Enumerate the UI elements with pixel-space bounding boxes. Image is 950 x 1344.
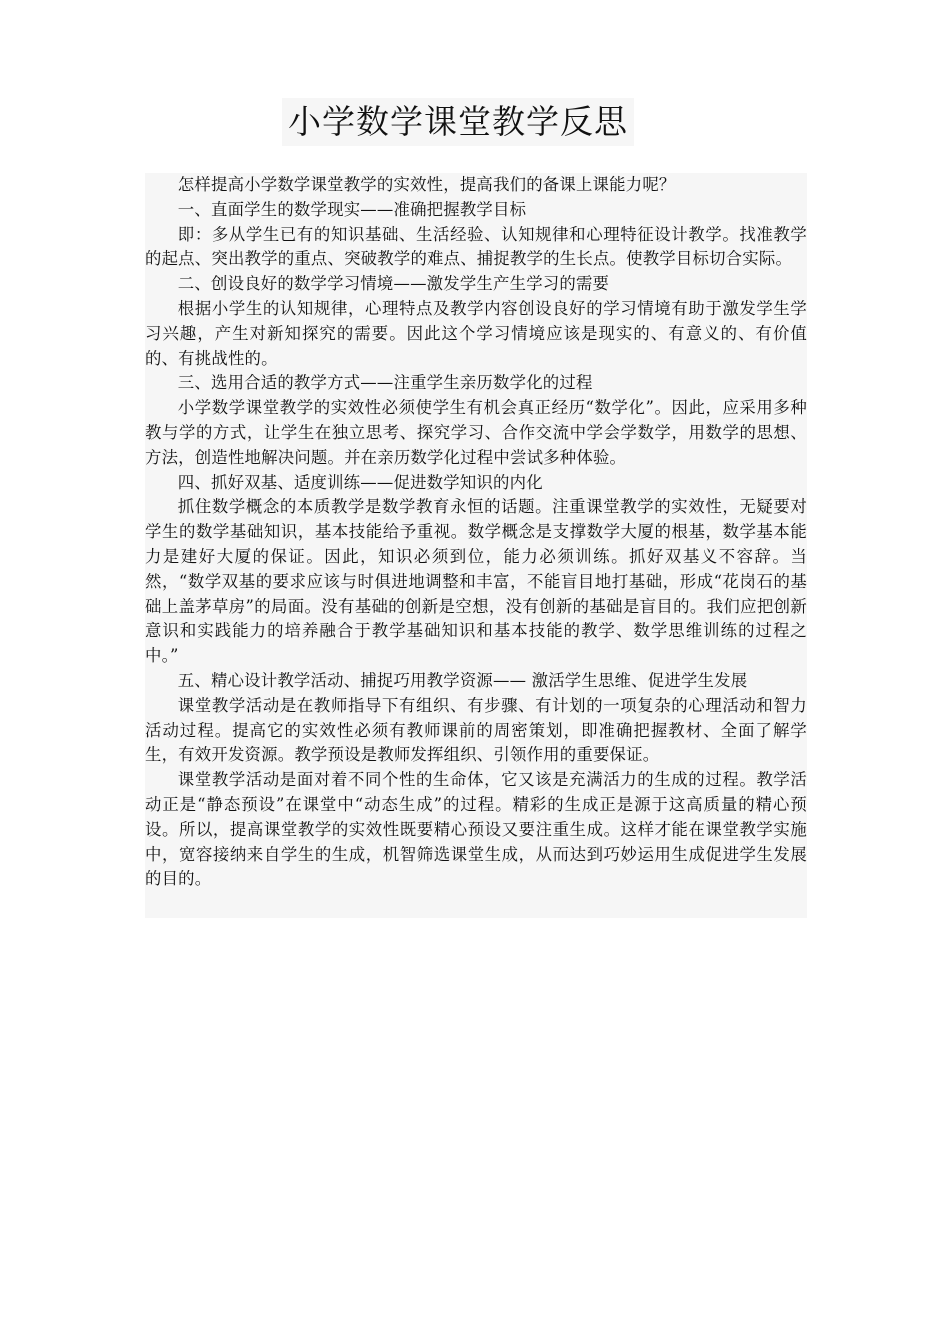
section-body-4: 抓住数学概念的本质教学是数学教育永恒的话题。注重课堂教学的实效性，无疑要对学生的数学基础知识，基本技能给予重视。数学概念是支撑数学大厦的根基，数学基本能力是建好大厦的保证。因此，知识必须到位，能力必须训练。抓好双基义不容辞。当然，“数学双基的要求应该与时俱进地调整和丰富，不能盲目地打基础，形成“花岗石的基础上盖茅草房”的局面。没有基础的创新是空想，没有创新的基础是盲目的。我们应把创新意识和实践能力的培养融合于教学基础知识和基本技能的教学、数学思维训练的过程之中。” (145, 497, 807, 666)
section-heading-2: 二、创设良好的数学学习情境——激发学生产生学习的需要 (177, 274, 610, 294)
section-body-3: 小学数学课堂教学的实效性必须使学生有机会真正经历“数学化”。因此，应采用多种教与学的方式，让学生在独立思考、探究学习、合作交流中学会学数学，用数学的思想、方法，创造性地解决问题。并在亲历数学化过程中尝试多种体验。 (145, 398, 807, 467)
section-body-1: 即：多从学生已有的知识基础、生活经验、认知规律和心理特征设计教学。找准教学的起点、突出教学的重点、突破教学的难点、捕捉教学的生长点。使教学目标切合实际。 (145, 224, 807, 269)
section-heading-3: 三、选用合适的教学方式——注重学生亲历数学化的过程 (177, 373, 593, 393)
section-heading-4: 四、抓好双基、适度训练——促进数学知识的内化 (177, 472, 543, 492)
section-body-5a: 课堂教学活动是在教师指导下有组织、有步骤、有计划的一项复杂的心理活动和智力活动过程。提高它的实效性必须有教师课前的周密策划，即准确把握教材、全面了解学生，有效开发资源。教学预设是教师发挥组织、引领作用的重要保证。 (145, 695, 807, 765)
page-title: 小学数学课堂教学反思 (282, 98, 634, 146)
section-heading-5: 五、精心设计教学活动、捕捉巧用教学资源—— 激活学生思维、促进学生发展 (177, 670, 748, 690)
section-heading-1: 一、直面学生的数学现实——准确把握教学目标 (177, 199, 527, 219)
intro-question: 怎样提高小学数学课堂教学的实效性，提高我们的备课上课能力呢？ (177, 175, 676, 194)
section-body-2: 根据小学生的认知规律，心理特点及教学内容创设良好的学习情境有助于激发学生学习兴趣，产生对新知探究的需要。因此这个学习情境应该是现实的、有意义的、有价值的、有挑战性的。 (145, 298, 807, 368)
section-body-5b: 课堂教学活动是面对着不同个性的生命体，它又该是充满活力的生成的过程。教学活动正是“静态预设”在课堂中“动态生成”的过程。精彩的生成正是源于这高质量的精心预设。所以，提高课堂教学的实效性既要精心预设又要注重生成。这样才能在课堂教学实施中，宽容接纳来自学生的生成，机智筛选课堂生成，从而达到巧妙运用生成促进学生发展的目的。 (145, 770, 807, 889)
document-body (145, 173, 807, 918)
